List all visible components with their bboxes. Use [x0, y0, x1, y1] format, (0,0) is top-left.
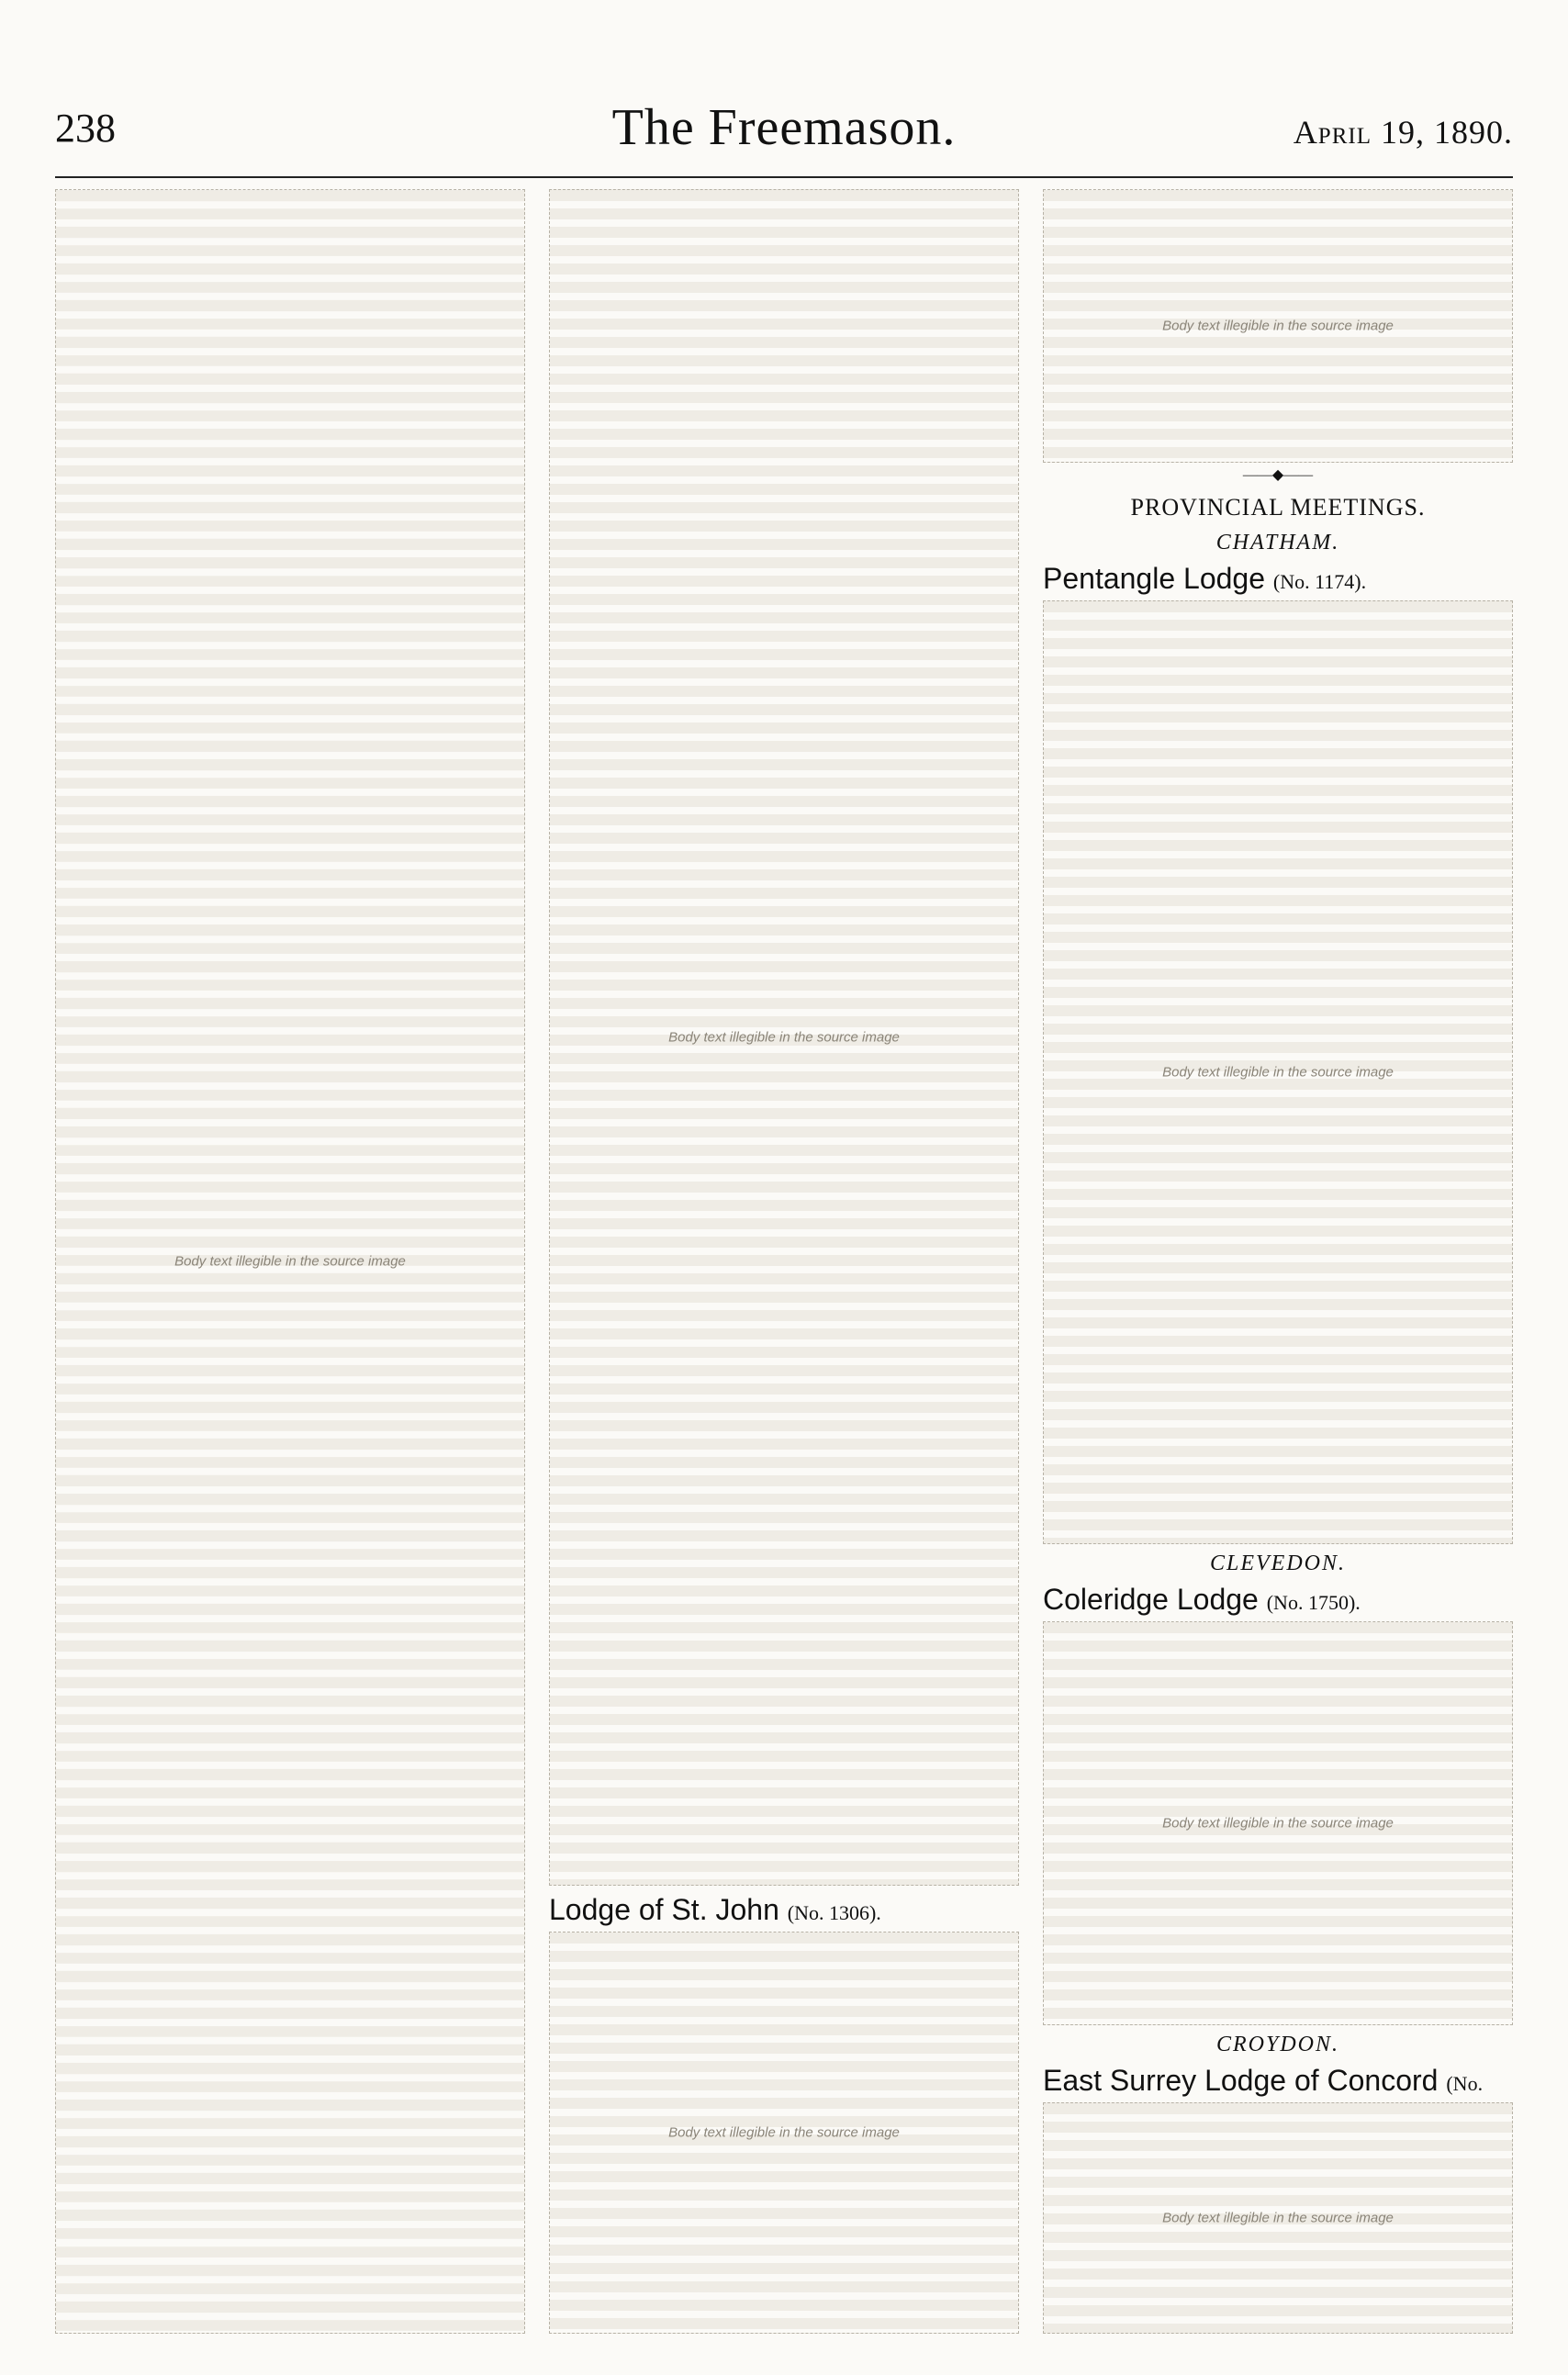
column-2-body-bottom — [549, 1932, 1019, 2334]
section-heading: PROVINCIAL MEETINGS. — [1130, 494, 1426, 521]
lodge-number: (No. 1750). — [1266, 1591, 1361, 1614]
page-number: 238 — [55, 106, 116, 151]
lodge-name: Lodge of St. John — [549, 1893, 779, 1926]
lodge-heading-east-surrey — [1043, 2062, 1513, 2099]
illegible-note: Body text illegible in the source image — [1162, 1064, 1394, 1081]
lodge-heading-pentangle — [1043, 560, 1513, 597]
lodge-number: (No. 1174). — [1272, 570, 1367, 593]
illegible-note: Body text illegible in the source image — [668, 1029, 900, 1046]
lodge-name: East Surrey Lodge of Concord — [1043, 2064, 1439, 2097]
column-3-body-top — [1043, 189, 1513, 463]
diamond-ornament-icon: ——◆—— — [1242, 467, 1314, 483]
illegible-note: Body text illegible in the source image — [1162, 1815, 1394, 1832]
masthead — [55, 101, 1513, 174]
issue-date: April 19, 1890. — [1293, 114, 1513, 151]
lodge-name: Coleridge Lodge — [1043, 1583, 1259, 1616]
illegible-note: Body text illegible in the source image — [668, 2124, 900, 2141]
city-heading-croydon: CROYDON. — [1215, 2033, 1340, 2056]
newspaper-title: The Freemason. — [611, 99, 957, 156]
chatham-report-body — [1043, 600, 1513, 1544]
lodge-name: Pentangle Lodge — [1043, 562, 1265, 595]
croydon-report-body — [1043, 2102, 1513, 2334]
illegible-note: Body text illegible in the source image — [174, 1253, 406, 1270]
illegible-note: Body text illegible in the source image — [1162, 318, 1394, 334]
clevedon-report-body — [1043, 1621, 1513, 2025]
column-3 — [1043, 189, 1513, 2334]
column-1-body — [55, 189, 525, 2334]
illegible-note: Body text illegible in the source image — [1162, 2210, 1394, 2226]
column-2 — [549, 189, 1019, 2334]
column-1 — [55, 189, 525, 2334]
lodge-heading-st-john — [549, 1891, 1019, 1928]
lodge-number: (No. 1306). — [787, 1901, 881, 1924]
lodge-number: (No. — [1446, 2072, 1484, 2095]
masthead-rule — [55, 176, 1513, 178]
city-heading-chatham: CHATHAM. — [1215, 531, 1340, 555]
city-heading-clevedon: CLEVEDON. — [1209, 1552, 1346, 1575]
lodge-heading-coleridge — [1043, 1581, 1513, 1618]
column-2-body-top — [549, 189, 1019, 1886]
